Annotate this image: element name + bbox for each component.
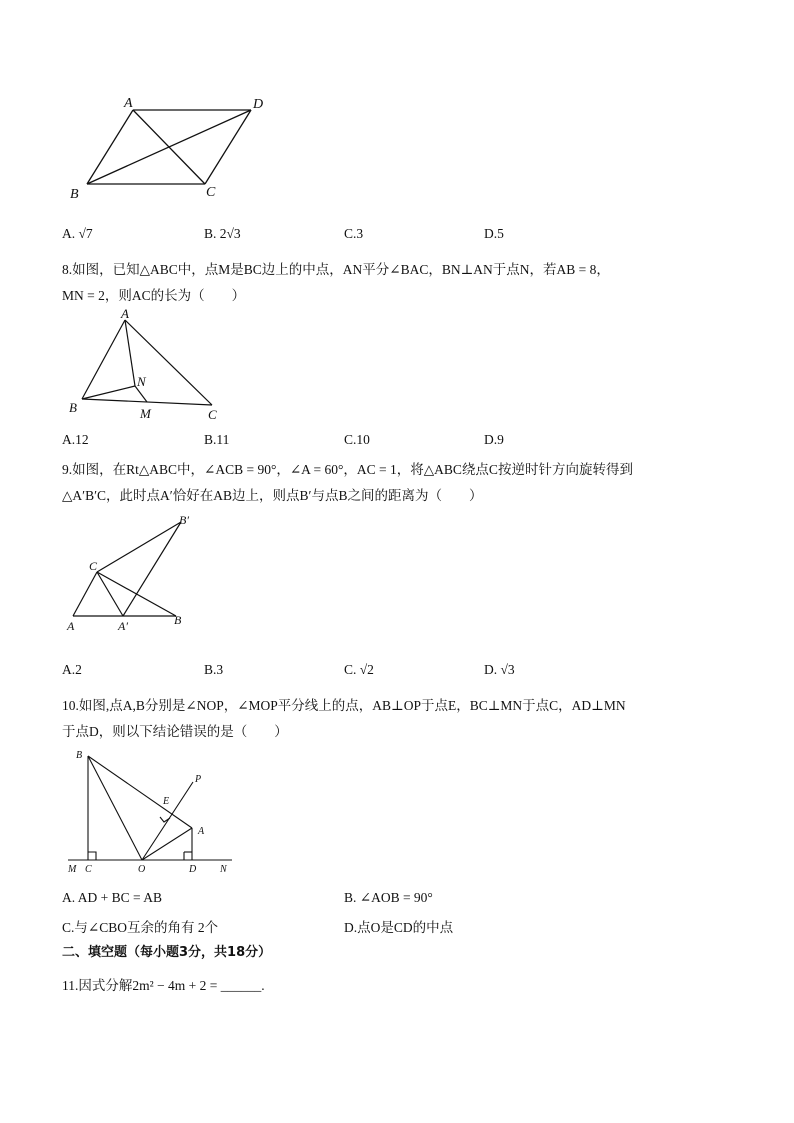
- label-o: O: [138, 864, 146, 875]
- label-b: B: [69, 400, 77, 415]
- q7-option-c: C.3: [344, 226, 364, 241]
- q8-stem-line1: 8.如图，已知△ABC中，点M是BC边上的中点，AN平分∠BAC，BN⊥AN于点N，若AB = 8，: [62, 262, 610, 277]
- q9-option-c: C. √2: [344, 662, 374, 677]
- q8-option-b: B.11: [204, 432, 230, 447]
- q10-stem-line2: 于点D，则以下结论错误的是（ ）: [62, 724, 288, 739]
- label-b: B: [174, 613, 182, 627]
- section-title-fill-in: 二、填空题（每小题3分，共18分）: [62, 945, 272, 960]
- q8-option-a: A.12: [62, 432, 89, 447]
- q9-stem-line1: 9.如图，在Rt△ABC中，∠ACB = 90°，∠A = 60°，AC = 1，将△ABC绕点C按逆时针方向旋转得到: [62, 462, 633, 477]
- q8-option-d: D.9: [484, 432, 504, 447]
- q10-option-d: D.点O是CD的中点: [344, 920, 454, 935]
- label-m: M: [68, 864, 77, 875]
- label-b: B: [76, 750, 83, 761]
- q7-option-b: B. 2√3: [204, 226, 241, 241]
- q9-option-d: D. √3: [484, 662, 515, 677]
- q11-stem: 11.因式分解2m² − 4m + 2 = ______.: [62, 978, 265, 993]
- q10-option-a: A. AD + BC = AB: [62, 890, 162, 905]
- q9-option-a: A.2: [62, 662, 82, 677]
- label-n: N: [220, 864, 227, 875]
- label-a: A: [124, 96, 133, 111]
- q9-option-b: B.3: [204, 662, 224, 677]
- figure-q7-parallelogram: [60, 90, 290, 205]
- label-m: M: [140, 406, 151, 421]
- q8-stem-line2: MN = 2，则AC的长为（ ）: [62, 288, 246, 303]
- q10-stem-line1: 10.如图,点A,B分别是∠NOP，∠MOP平分线上的点，AB⊥OP于点E，BC⊥MN于点C，AD⊥MN: [62, 698, 626, 713]
- label-n: N: [137, 374, 146, 389]
- label-c: C: [206, 185, 216, 200]
- q7-option-a: A. √7: [62, 226, 93, 241]
- label-d: D: [189, 864, 197, 875]
- label-b-prime: B′: [179, 513, 189, 527]
- figure-q10-angle-bisectors: [60, 742, 240, 882]
- figure-q9-rotation: [60, 512, 210, 640]
- label-d: D: [253, 97, 264, 112]
- label-c: C: [89, 559, 98, 573]
- q8-option-c: C.10: [344, 432, 370, 447]
- label-a: A: [67, 619, 75, 633]
- label-c: C: [208, 407, 217, 422]
- label-p: P: [195, 774, 202, 785]
- label-c: C: [85, 864, 92, 875]
- q7-option-d: D.5: [484, 226, 504, 241]
- label-e: E: [163, 796, 170, 807]
- label-a-prime: A′: [118, 619, 128, 633]
- q10-option-b: B. ∠AOB = 90°: [344, 890, 433, 905]
- q10-option-c: C.与∠CBO互余的角有 2个: [62, 920, 219, 935]
- q9-stem-line2: △A′B′C，此时点A′恰好在AB边上，则点B′与点B之间的距离为（ ）: [62, 488, 483, 503]
- label-b: B: [70, 187, 79, 202]
- label-a: A: [121, 306, 129, 321]
- figure-q8-triangle: [60, 306, 240, 426]
- label-a: A: [198, 826, 205, 837]
